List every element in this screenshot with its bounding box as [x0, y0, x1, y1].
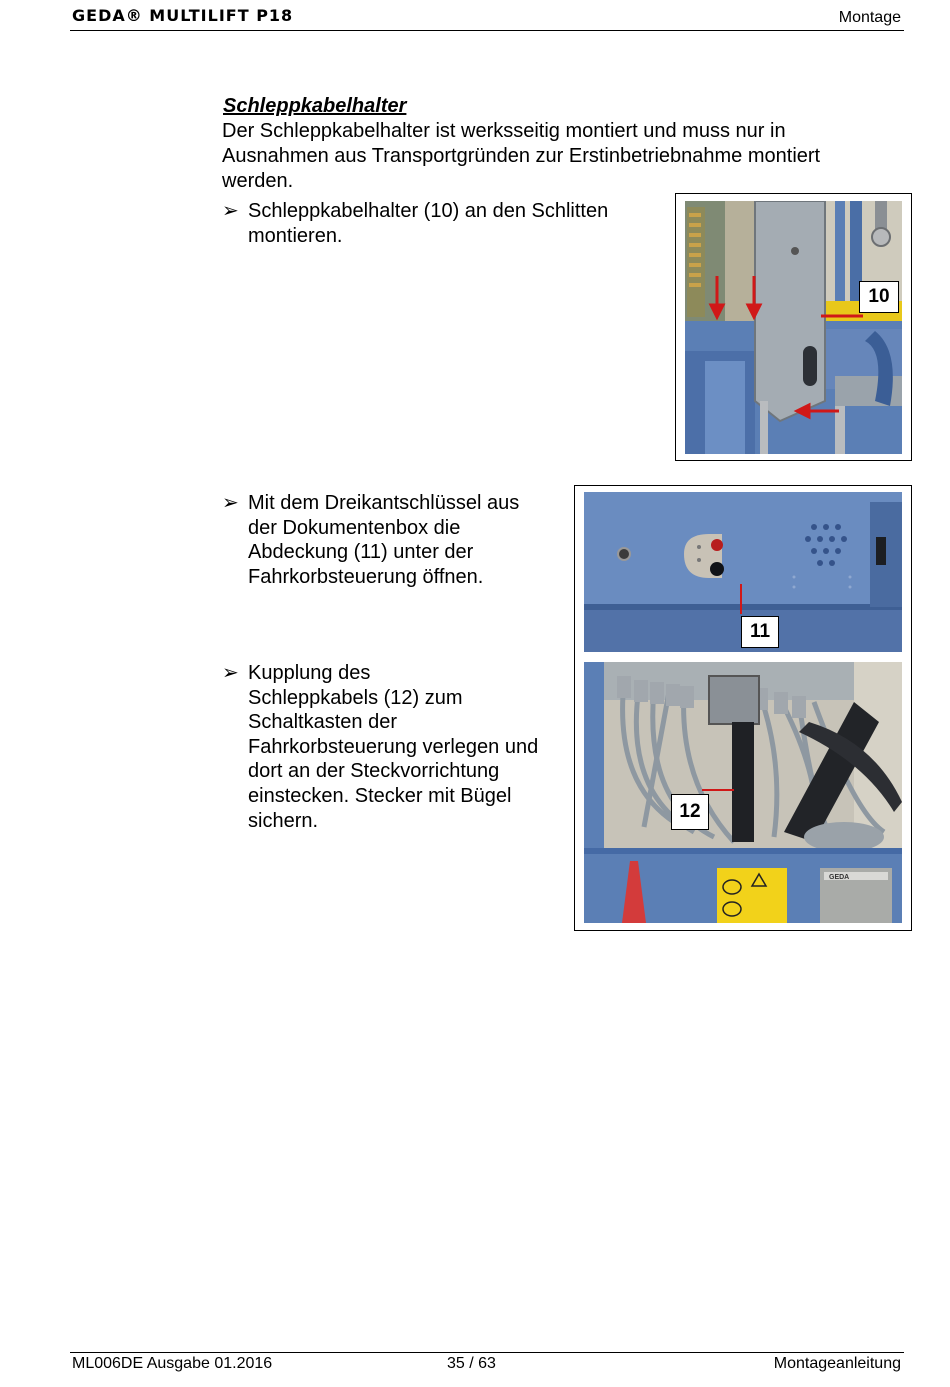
- footer-rule: [70, 1352, 904, 1353]
- step-2-line: Mit dem Dreikantschlüssel aus: [248, 492, 520, 514]
- step-2-line: Fahrkorbsteuerung öffnen.: [248, 565, 484, 588]
- intro-paragraph: Der Schleppkabelhalter ist werksseitig montiert und muss nur in Ausnahmen aus Transportgründen zur Erstinbetriebnahme montiert werden.: [222, 120, 821, 192]
- step-3-line: einstecken. Stecker mit Bügel: [248, 784, 512, 807]
- step-1-line: Schleppkabelhalter (10) an den Schlitten: [248, 200, 609, 222]
- step-3-line: Kupplung des: [248, 662, 371, 684]
- footer-doc-type: Montageanleitung: [773, 1355, 901, 1372]
- callout-10: 10: [859, 281, 899, 313]
- cable-coupling-illustration: [584, 662, 902, 923]
- photo-frame-cable-holder: [675, 193, 912, 461]
- section-heading: Schleppkabelhalter: [223, 95, 407, 117]
- bullet-arrow-icon: ➢: [222, 492, 239, 514]
- step-3-line: sichern.: [248, 809, 319, 832]
- bullet-arrow-icon: ➢: [222, 662, 239, 684]
- photo-cable-holder: [685, 201, 902, 454]
- step-3-line: Schleppkabels (12) zum: [248, 686, 463, 709]
- step-3-line: dort an der Steckvorrichtung: [248, 760, 500, 783]
- step-1: [222, 199, 662, 251]
- cable-holder-illustration: [685, 201, 902, 454]
- panel-brand-label: GEDA: [829, 874, 850, 881]
- brand-logo: GEDA® MULTILIFT P18: [72, 6, 294, 25]
- header-rule: [70, 30, 904, 31]
- section-title: Montage: [838, 9, 901, 26]
- callout-12: 12: [671, 794, 709, 830]
- step-3: [222, 661, 562, 837]
- step-2: [222, 491, 562, 591]
- step-3-line: Fahrkorbsteuerung verlegen und: [248, 735, 539, 758]
- step-2-line: der Dokumentenbox die: [248, 516, 461, 539]
- footer-page-number: 35 / 63: [447, 1355, 496, 1372]
- footer-doc-id: ML006DE Ausgabe 01.2016: [72, 1355, 273, 1372]
- step-1-line: montieren.: [248, 224, 343, 247]
- photo-frame-control: [574, 485, 912, 931]
- photo-cable-coupling: [584, 662, 902, 923]
- step-3-line: Schaltkasten der: [248, 711, 397, 734]
- bullet-arrow-icon: ➢: [222, 200, 239, 222]
- step-2-line: Abdeckung (11) unter der: [248, 541, 474, 564]
- callout-11: 11: [741, 616, 779, 648]
